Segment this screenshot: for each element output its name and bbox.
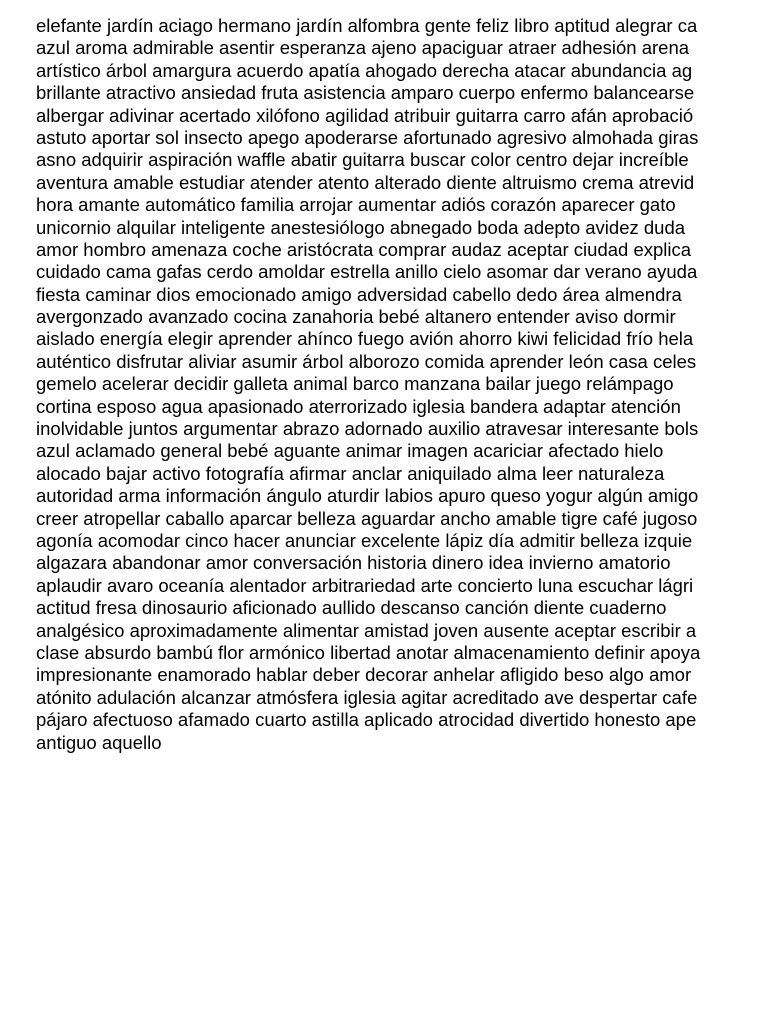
text-line: pájaro afectuoso afamado cuarto astilla aplicado atrocidad divertido honesto ape	[36, 709, 697, 731]
text-line: creer atropellar caballo aparcar belleza aguardar ancho amable tigre café jugoso	[36, 507, 698, 529]
text-line: fiesta caminar dios emocionado amigo adversidad cabello dedo área almendra	[36, 283, 682, 305]
text-line: analgésico aproximadamente alimentar amistad joven ausente aceptar escribir a	[36, 619, 697, 641]
text-line: brillante atractivo ansiedad fruta asistencia amparo cuerpo enfermo balancearse	[36, 82, 695, 104]
text-line: algazara abandonar amor conversación historia dinero idea invierno amatorio	[36, 552, 671, 574]
text-line: actitud fresa dinosaurio aficionado aullido descanso canción diente cuaderno	[36, 597, 667, 619]
text-line: astuto aportar sol insecto apego apoderarse afortunado agresivo almohada giras	[36, 126, 699, 148]
text-line: alocado bajar activo fotografía afirmar anclar aniquilado alma leer naturaleza	[36, 462, 665, 484]
text-line: aplaudir avaro oceanía alentador arbitrariedad arte concierto luna escuchar lágri	[36, 574, 694, 596]
text-line: autoridad arma información ángulo aturdir labios apuro queso yogur algún amigo	[36, 485, 699, 507]
text-line: hora amante automático familia arrojar aumentar adiós corazón aparecer gato	[36, 194, 676, 216]
text-line: clase absurdo bambú flor armónico libertad anotar almacenamiento definir apoya	[36, 641, 701, 663]
text-line: artístico árbol amargura acuerdo apatía ahogado derecha atacar abundancia ag	[36, 59, 693, 81]
text-line: azul aclamado general bebé aguante animar imagen acariciar afectado hielo	[36, 440, 664, 462]
text-line: cortina esposo agua apasionado aterrorizado iglesia bandera adaptar atención	[36, 395, 681, 417]
text-line: aventura amable estudiar atender atento alterado diente altruismo crema atrevid	[36, 171, 695, 193]
text-line: agonía acomodar cinco hacer anunciar excelente lápiz día admitir belleza izquie	[36, 529, 693, 551]
text-line: albergar adivinar acertado xilófono agilidad atribuir guitarra carro afán aprobació	[36, 104, 694, 126]
text-line: elefante jardín aciago hermano jardín alfombra gente feliz libro aptitud alegrar ca	[36, 15, 698, 36]
body-text	[36, 15, 768, 754]
text-line: unicornio alquilar inteligente anestesiólogo abnegado boda adepto avidez duda	[36, 216, 686, 238]
text-line: gemelo acelerar decidir galleta animal barco manzana bailar juego relámpago	[36, 373, 674, 395]
text-line: antiguo aquello	[36, 731, 162, 753]
text-line: amor hombro amenaza coche aristócrata comprar audaz aceptar ciudad explica	[36, 238, 692, 260]
text-line: inolvidable juntos argumentar abrazo adornado auxilio atravesar interesante bols	[36, 418, 699, 440]
text-line: cuidado cama gafas cerdo amoldar estrella anillo cielo asomar dar verano ayuda	[36, 261, 698, 283]
text-line: atónito adulación alcanzar atmósfera iglesia agitar acreditado ave despertar cafe	[36, 686, 698, 708]
text-line: aislado energía elegir aprender ahínco fuego avión ahorro kiwi felicidad frío hela	[36, 328, 694, 350]
text-line: asno adquirir aspiración waffle abatir guitarra buscar color centro dejar increíble	[36, 149, 689, 171]
text-line: azul aroma admirable asentir esperanza ajeno apaciguar atraer adhesión arena	[36, 37, 690, 59]
text-line: impresionante enamorado hablar deber decorar anhelar afligido beso algo amor	[36, 664, 692, 686]
text-line: auténtico disfrutar aliviar asumir árbol alborozo comida aprender león casa celes	[36, 350, 697, 372]
text-line: avergonzado avanzado cocina zanahoria bebé altanero entender aviso dormir	[36, 306, 676, 328]
